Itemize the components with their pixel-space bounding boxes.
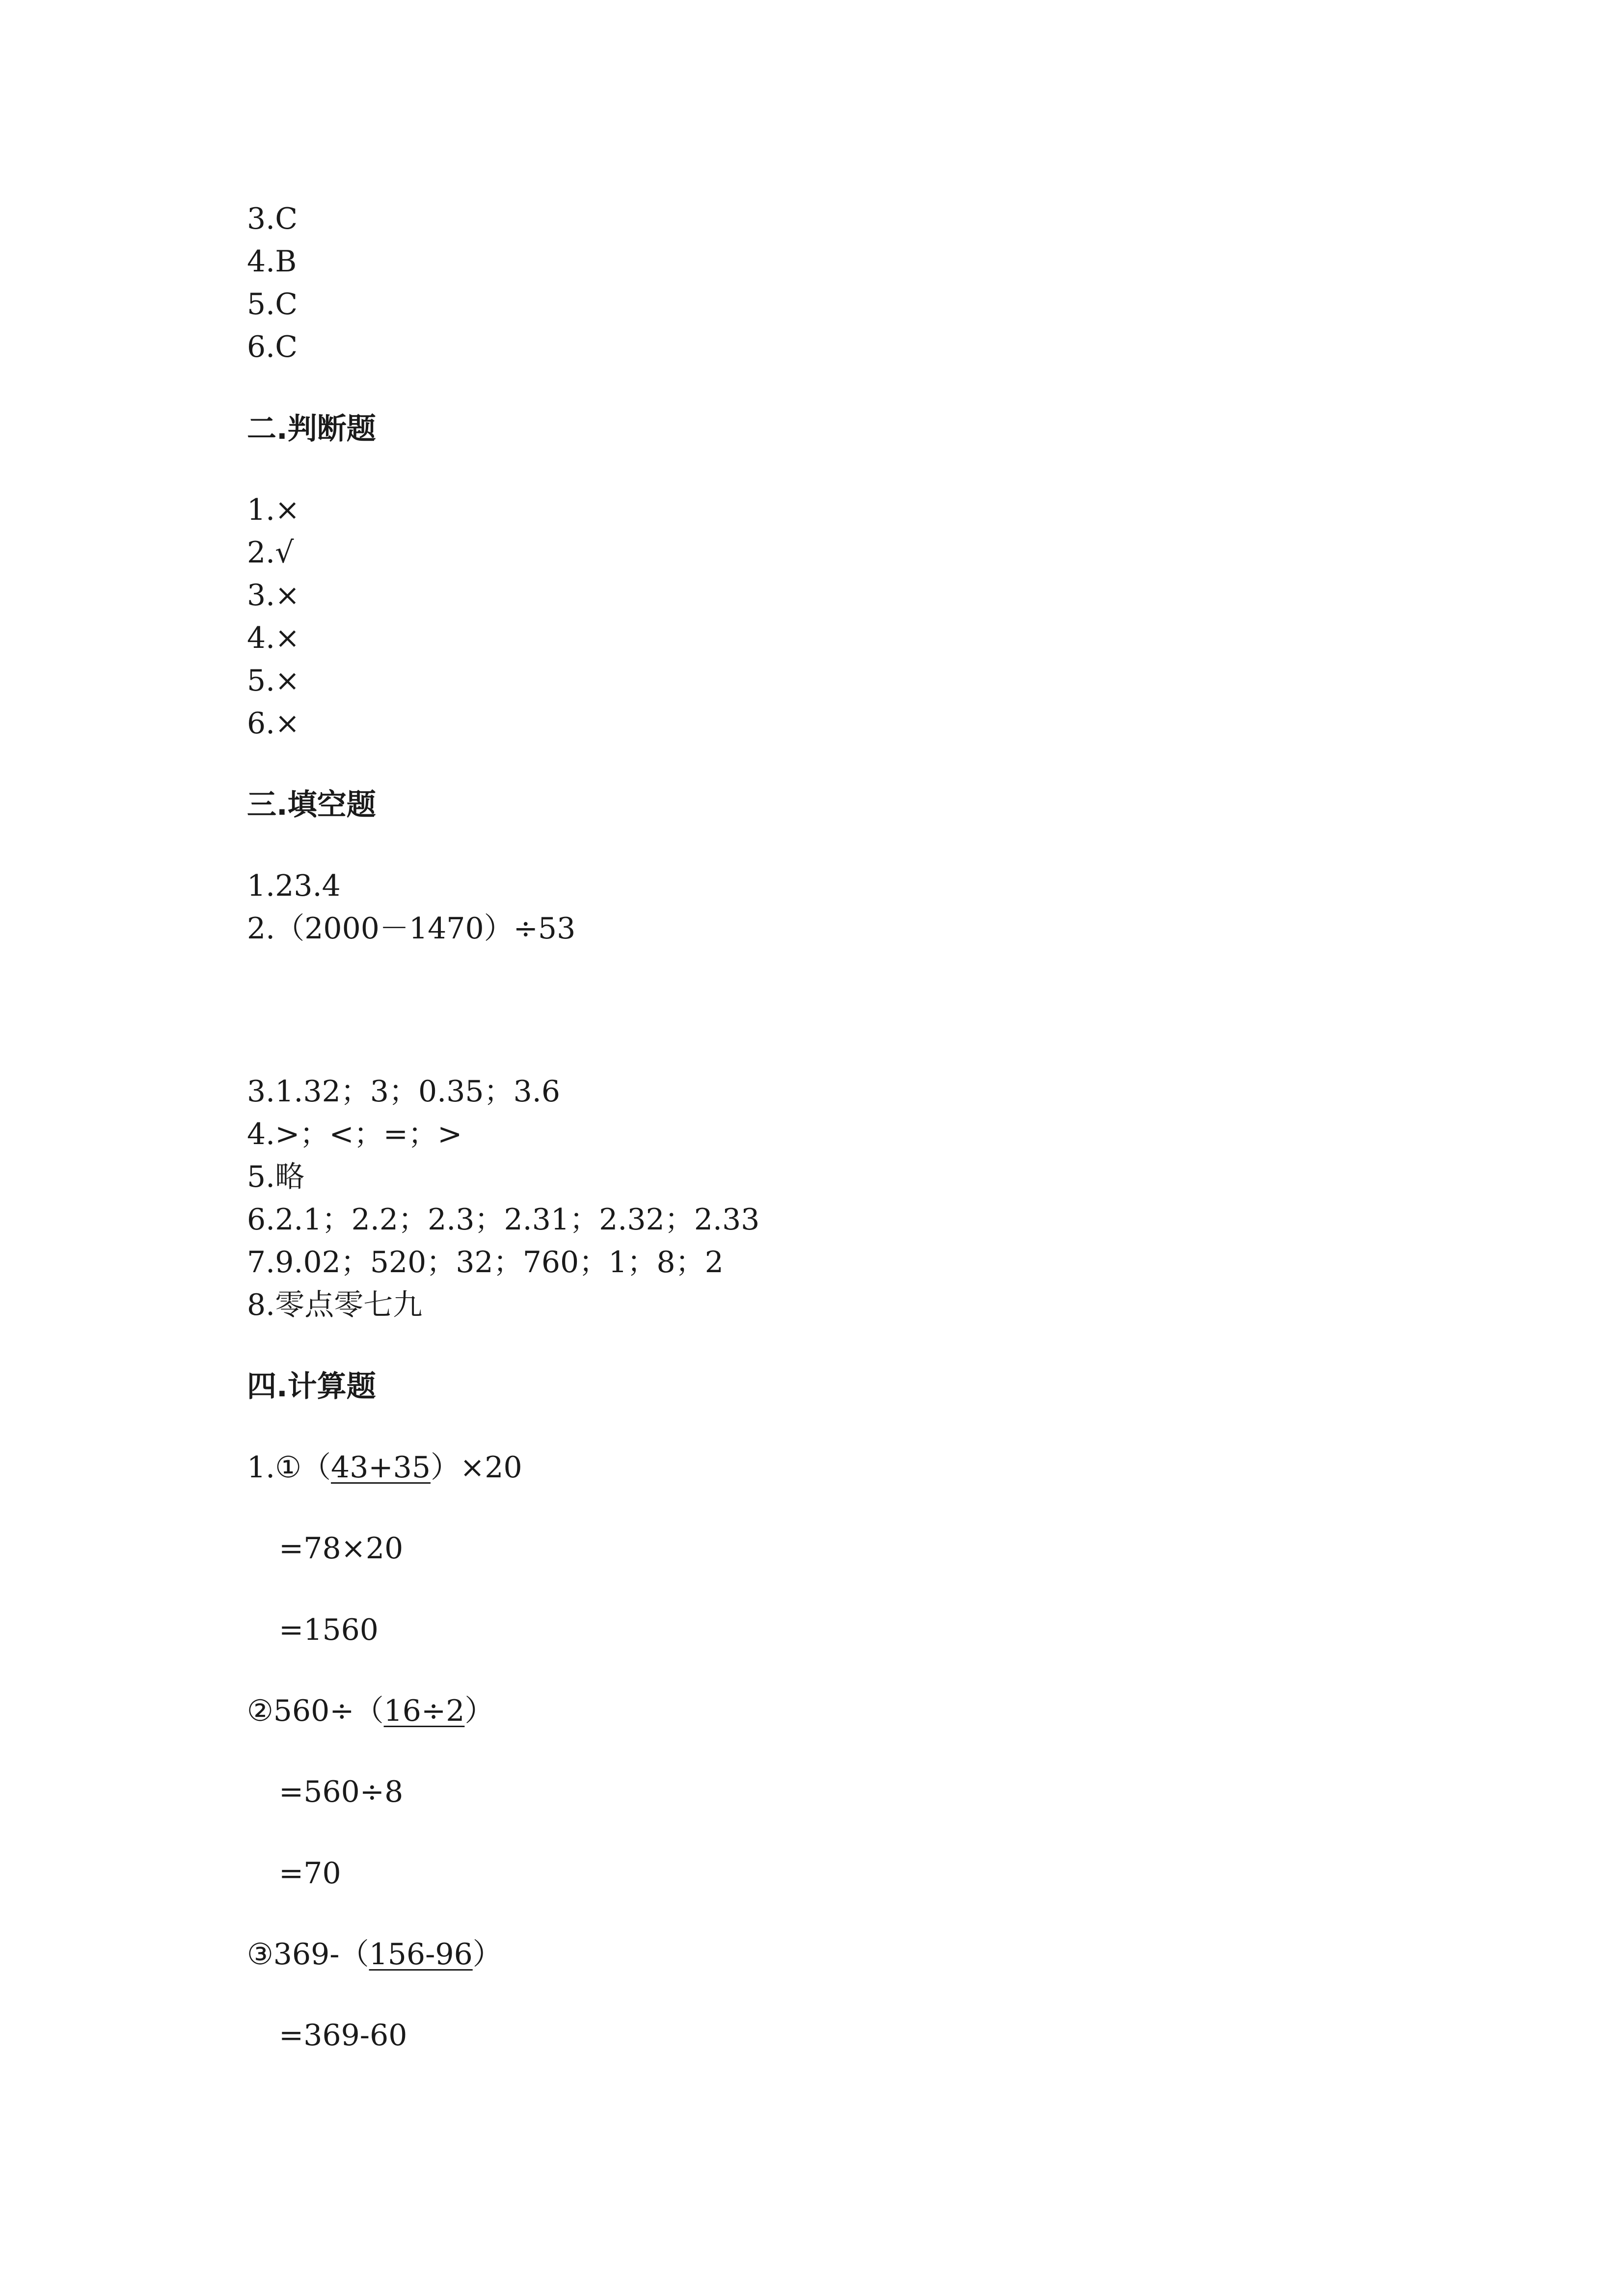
calc-suffix: ）×20: [431, 1450, 522, 1485]
answer-line: 5.略: [247, 1160, 305, 1194]
calc-step: =369-60: [279, 2018, 407, 2053]
calc-expression-2: [247, 1693, 494, 1729]
answer-line: 4.B: [247, 244, 297, 279]
section-heading-calculation: 四.计算题: [247, 1369, 376, 1404]
answer-line: 2.（2000－1470）÷53: [247, 911, 576, 946]
calc-prefix: ③369-（: [247, 1937, 369, 1972]
answer-line: 5.×: [247, 664, 300, 698]
answer-line: 6.×: [247, 706, 300, 741]
calc-prefix: 1.①（: [247, 1450, 331, 1485]
section-heading-judgment: 二.判断题: [247, 412, 376, 446]
calc-step: =560÷8: [279, 1775, 404, 1809]
calc-expression-3: [247, 1937, 502, 1972]
answer-line: 3.C: [247, 202, 298, 236]
answer-line: 2.√: [247, 535, 294, 570]
answer-line: 3.1.32；3；0.35；3.6: [247, 1074, 561, 1109]
answer-line: 6.C: [247, 330, 298, 364]
calc-step: =78×20: [279, 1531, 404, 1566]
calc-underlined-part: 156-96: [369, 1937, 473, 1972]
calc-underlined-part: 43+35: [331, 1450, 431, 1485]
answer-line: 5.C: [247, 287, 298, 321]
answer-line: 1.×: [247, 493, 300, 527]
section-heading-fill-blank: 三.填空题: [247, 788, 376, 822]
answer-line: 7.9.02；520；32；760；1；8；2: [247, 1245, 724, 1280]
calc-prefix: ②560÷（: [247, 1694, 384, 1728]
calc-step: =70: [279, 1856, 341, 1891]
answer-line: 4.>；<；=；>: [247, 1117, 462, 1151]
calc-underlined-part: 16÷2: [383, 1694, 465, 1728]
calc-suffix: ）: [472, 1937, 502, 1972]
answer-line: 4.×: [247, 621, 300, 655]
calc-step: =1560: [279, 1613, 379, 1647]
calc-suffix: ）: [464, 1694, 494, 1728]
calc-expression-1: [247, 1450, 522, 1485]
answer-line: 6.2.1；2.2；2.3；2.31；2.32；2.33: [247, 1202, 760, 1237]
answer-line: 8.零点零七九: [247, 1288, 423, 1322]
answer-line: 3.×: [247, 578, 300, 613]
answer-line: 1.23.4: [247, 869, 341, 903]
